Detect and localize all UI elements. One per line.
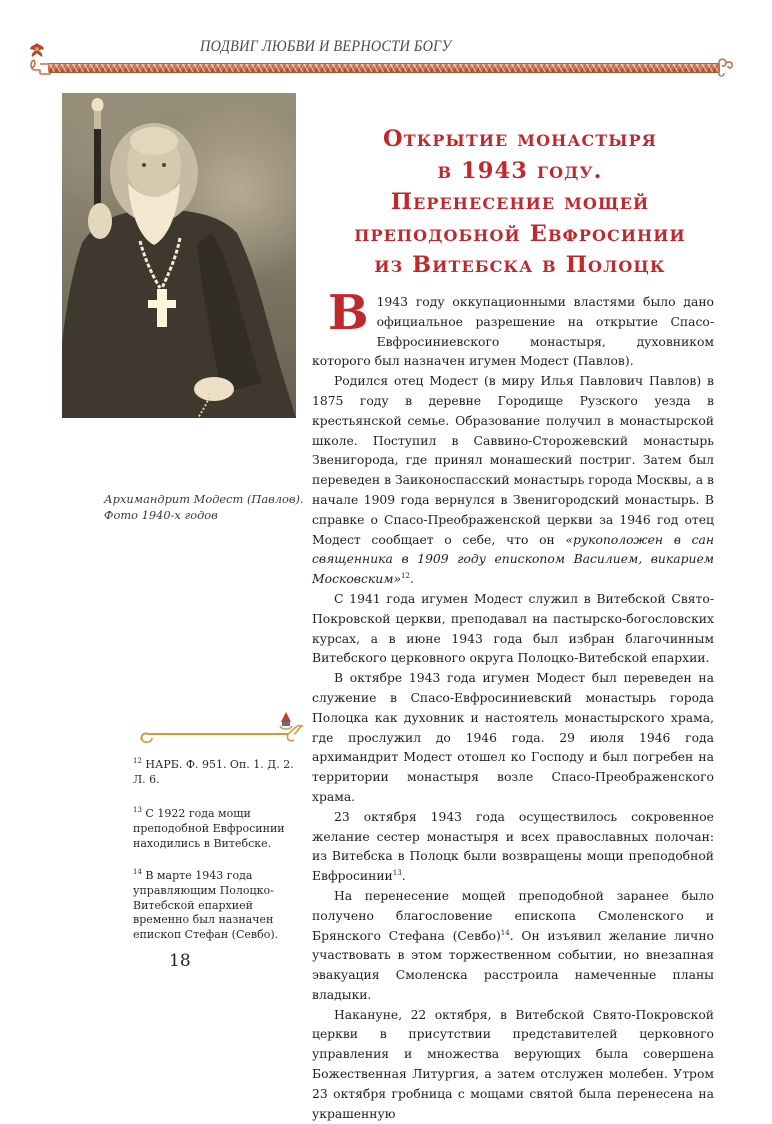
quote: «рукоположен в сан священника в 1909 году епископом Василием, викарием Московским» (312, 532, 715, 587)
paragraph (312, 808, 714, 887)
paragraph (312, 887, 714, 1006)
title-line: Открытие монастыря (383, 126, 657, 152)
right-hand (194, 377, 234, 401)
paragraph (312, 285, 714, 372)
footnote (133, 758, 303, 788)
running-head: ПОДВИГ ЛЮБВИ И ВЕРНОСТИ БОГУ (200, 38, 452, 55)
footnote-text: С 1922 года мощи преподобной Евфросинии находились в Витебске. (133, 807, 285, 850)
paragraph-text: . (401, 869, 406, 884)
footnote (133, 807, 303, 851)
caption-line-2: Фото 1940-х годов (104, 508, 218, 522)
footnote-number: 13 (133, 806, 142, 814)
paragraph-text: На перенесение мощей преподобной заранее было получено благословение епископа Смоленского и Брянского Стефана (Севбо) (312, 888, 714, 943)
header-ornament-right-icon (716, 55, 738, 81)
photo-caption (104, 491, 304, 523)
paragraph-text: 1943 году оккупационными властями было дано официальное разрешение на открытие Спасо-Евфросиниевского монастыря, духовником которого был назначен игумен Модест (Павлов). (312, 295, 714, 369)
chapter-title (325, 124, 715, 282)
footnote (133, 869, 303, 943)
paragraph-text: С 1941 года игумен Модест служил в Витебской Свято-Покровской церкви, преподавал на пастырско-богословских курсах, а в июне 1943 года был избран благочинным Витебского церковного округа Полоцко-Витебской епархии. (312, 591, 714, 666)
footnote-text: В марте 1943 года управляющим Полоцко-Витебской епархией временно был назначен епископ Стефан (Севбо). (133, 869, 279, 942)
footnote-number: 14 (133, 868, 142, 876)
title-line: из Витебска в Полоцк (374, 252, 666, 278)
title-line: Перенесение мощей (390, 189, 650, 215)
drop-cap: В (328, 285, 369, 341)
footnote-text: НАРБ. Ф. 951. Оп. 1. Д. 2. Л. 6. (133, 758, 294, 786)
left-hand (88, 203, 112, 239)
paragraph-text: . (409, 572, 414, 587)
paragraph-text: . Он изъявил желание лично участвовать в этом торжественном событии, но внезапная эвакуация Смоленска расстроила намеченные планы владыки. (312, 928, 714, 1002)
paragraph (312, 590, 714, 669)
header-braid-ornament (48, 63, 720, 73)
article-body (312, 285, 715, 1124)
footnote-ref[interactable]: 14 (500, 928, 510, 937)
footnote-number: 12 (133, 757, 142, 765)
footnote-divider-ornament (138, 708, 306, 748)
paragraph (312, 372, 714, 590)
footnote-ref[interactable]: 12 (401, 572, 410, 581)
paragraph-text: Родился отец Модест (в миру Илья Павлович Павлов) в 1875 году в деревне Городище Рузского уезда в крестьянской семье. Образование получил в монастырской школе. Поступил в Саввино-Сторожевский монастырь Звенигорода, где принял монашеский постриг. Затем был переведен в Заиконоспасский монастырь города Москвы, а в начале 1909 года вернулся в Звенигородский монастырь. В справке о Спасо-Преображенской церкви за 1946 год отец Модест сообщает о себе, что он (312, 374, 714, 547)
portrait-photo (62, 93, 296, 418)
title-line: в 1943 году. (437, 157, 603, 184)
portrait-illustration (62, 93, 296, 418)
paragraph-text: 23 октября 1943 года осуществилось сокровенное желание сестер монастыря и всех православных полочан: из Витебска в Полоцк были возвращены мощи преподобной Евфросинии (312, 809, 714, 884)
page-number: 18 (169, 951, 191, 971)
paragraph-text: В октябре 1943 года игумен Модест был переведен на служение в Спасо-Евфросиниевский монастырь города Полоцка как духовник и настоятель монастырского храма, где прослужил до 1946 года. 29 июля 1946 года архимандрит Модест отошел ко Господу и был погребен на территории монастыря возле Спасо-Преображенского храма. (312, 671, 714, 804)
title-line: преподобной Евфросинии (354, 220, 686, 247)
paragraph (312, 1006, 714, 1124)
staff-knob (92, 98, 104, 112)
caption-line-1: Архимандрит Модест (Павлов). (104, 492, 304, 506)
paragraph-text: Накануне, 22 октября, в Витебской Свято-Покровской церкви в присутствии представителей церковного управления и множества верующих была совершена Божественная Литургия, а затем отслужен молебен. Утром 23 октября гробница с мощами святой была перенесена на украшенную (312, 1007, 714, 1121)
footnote-ref[interactable]: 13 (392, 869, 402, 878)
paragraph (312, 669, 714, 808)
